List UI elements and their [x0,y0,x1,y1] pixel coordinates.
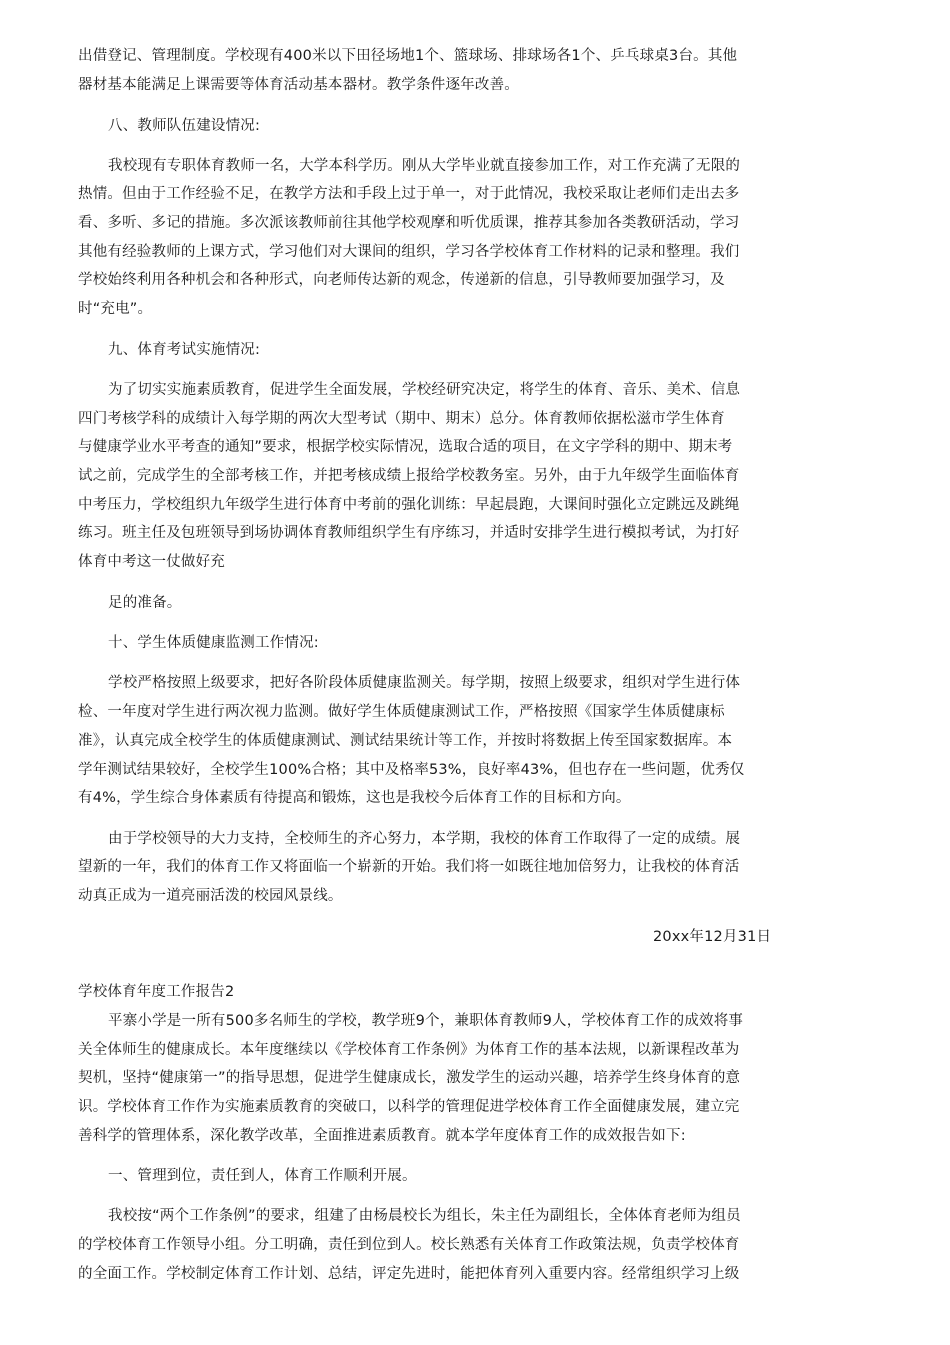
body-line: 平寨小学是一所有500多名师生的学校，教学班9个，兼职体育教师9人，学校体育工作的成效将事 [108,1013,744,1029]
body-line: 识。学校体育工作作为实施素质教育的突破口，以科学的管理促进学校体育工作全面健康发展，建立完 [78,1099,740,1115]
body-line: 的学校体育工作领导小组。分工明确，责任到位到人。校长熟悉有关体育工作政策法规，负责学校体育 [78,1237,740,1253]
section-heading: 九、体育考试实施情况: [108,342,261,358]
body-line: 的全面工作。学校制定体育工作计划、总结，评定先进时，能把体育列入重要内容。经常组织学习上级 [78,1266,740,1282]
body-line: 四门考核学科的成绩计入每学期的两次大型考试（期中、期末）总分。体育教师依据松滋市学生体育 [78,411,725,427]
body-line: 契机，坚持“健康第一”的指导思想，促进学生健康成长，激发学生的运动兴趣，培养学生终身体育的意 [78,1070,741,1086]
body-line: 与健康学业水平考查的通知”要求，根据学校实际情况，选取合适的项目，在文字学科的期中、期末考 [78,439,733,455]
body-line: 动真正成为一道亮丽活泼的校园风景线。 [78,888,343,904]
body-line: 足的准备。 [108,595,182,611]
body-line: 时“充电”。 [78,301,153,317]
body-line: 检、一年度对学生进行两次视力监测。做好学生体质健康测试工作，严格按照《国家学生体质健康标 [78,704,725,720]
body-line: 试之前，完成学生的全部考核工作，并把考核成绩上报给学校教务室。另外，由于九年级学生面临体育 [78,468,740,484]
body-line: 关全体师生的健康成长。本年度继续以《学校体育工作条例》为体育工作的基本法规，以新课程改革为 [78,1042,740,1058]
body-line: 我校按“两个工作条例”的要求，组建了由杨晨校长为组长，朱主任为副组长，全体体育老师为组员 [108,1208,741,1224]
body-line: 有4%，学生综合身体素质有待提高和锻炼，这也是我校今后体育工作的目标和方向。 [78,790,631,806]
body-line: 我校现有专职体育教师一名，大学本科学历。刚从大学毕业就直接参加工作，对工作充满了无限的 [108,158,741,174]
body-line: 由于学校领导的大力支持，全校师生的齐心努力，本学期，我校的体育工作取得了一定的成绩。展 [108,831,741,847]
section-heading: 十、学生体质健康监测工作情况: [108,635,319,651]
body-line: 望新的一年，我们的体育工作又将面临一个崭新的开始。我们将一如既往地加倍努力，让我校的体育活 [78,859,740,875]
section-heading: 八、教师队伍建设情况: [108,118,261,134]
body-line: 其他有经验教师的上课方式，学习他们对大课间的组织，学习各学校体育工作材料的记录和整理。我们 [78,244,740,260]
body-line: 为了切实实施素质教育，促进学生全面发展，学校经研究决定，将学生的体育、音乐、美术、信息 [108,382,741,398]
body-line: 热情。但由于工作经验不足，在教学方法和手段上过于单一，对于此情况，我校采取让老师们走出去多 [78,186,740,202]
body-line: 善科学的管理体系，深化教学改革，全面推进素质教育。就本学年度体育工作的成效报告如下: [78,1128,686,1144]
date-line: 20xx年12月31日 [653,929,772,945]
body-line: 准》，认真完成全校学生的体质健康测试、测试结果统计等工作，并按时将数据上传至国家数据库。本 [78,733,733,749]
body-line: 器材基本能满足上课需要等体育活动基本器材。教学条件逐年改善。 [78,77,519,93]
report-title: 学校体育年度工作报告2 [78,984,235,1000]
body-line: 练习。班主任及包班领导到场协调体育教师组织学生有序练习，并适时安排学生进行模拟考试，为打好 [78,525,740,541]
body-line: 体育中考这一仗做好充 [78,554,225,570]
body-line: 看、多听、多记的措施。多次派该教师前往其他学校观摩和听优质课，推荐其参加各类教研活动，学习 [78,215,740,231]
section-heading: 一、管理到位，责任到人，体育工作顺利开展。 [108,1168,417,1184]
body-line: 学校严格按照上级要求，把好各阶段体质健康监测关。每学期，按照上级要求，组织对学生进行体 [108,675,741,691]
body-line: 学校始终利用各种机会和各种形式，向老师传达新的观念，传递新的信息，引导教师要加强学习，及 [78,272,725,288]
body-line: 中考压力，学校组织九年级学生进行体育中考前的强化训练：早起晨跑，大课间时强化立定跳远及跳绳 [78,497,740,513]
body-line: 学年测试结果较好，全校学生100%合格；其中及格率53%，良好率43%，但也存在一些问题，优秀仅 [78,762,745,778]
body-line: 出借登记、管理制度。学校现有400米以下田径场地1个、篮球场、排球场各1个、乒乓球桌3台。其他 [78,48,738,64]
